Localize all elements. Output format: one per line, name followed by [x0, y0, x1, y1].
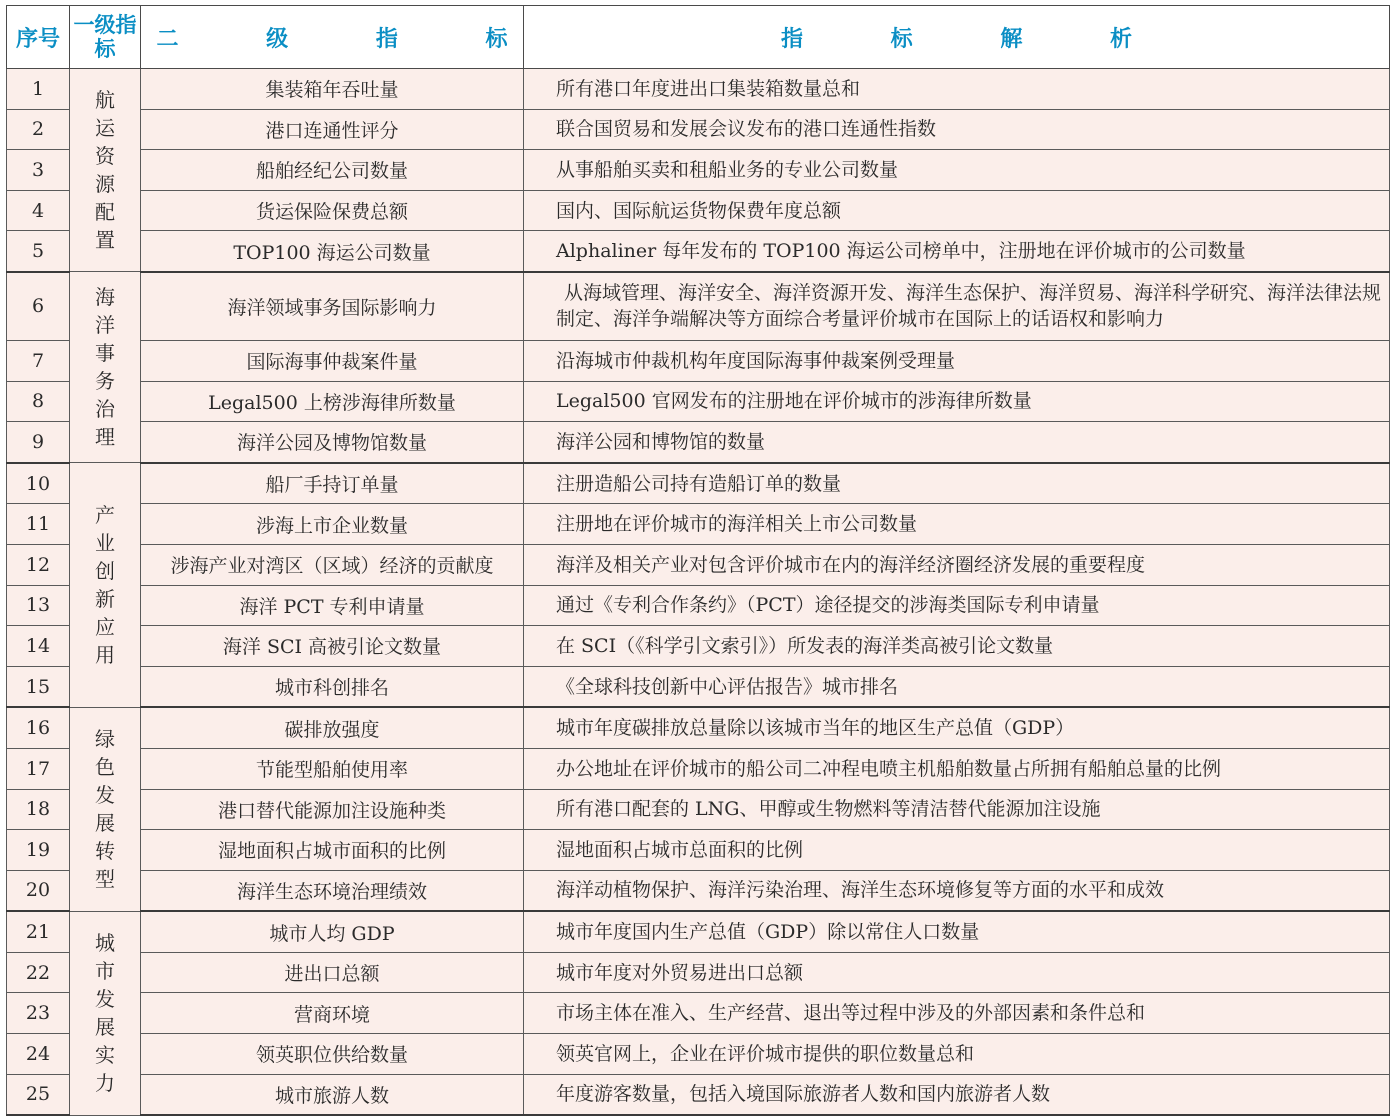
- analysis-cell: 在 SCI（《科学引文索引》）所发表的海洋类高被引论文数量: [524, 626, 1390, 667]
- table-row: [7, 340, 1390, 381]
- seq-cell: 14: [7, 626, 70, 667]
- table-row: [7, 911, 1390, 952]
- indicator-cell: 海洋 SCI 高被引论文数量: [141, 626, 524, 667]
- seq-cell: 2: [7, 109, 70, 150]
- table-row: [7, 666, 1390, 707]
- seq-cell: 8: [7, 381, 70, 422]
- indicator-table: [6, 5, 1390, 1116]
- table-row: [7, 109, 1390, 150]
- seq-cell: 21: [7, 911, 70, 952]
- seq-cell: 5: [7, 231, 70, 272]
- seq-cell: 20: [7, 870, 70, 911]
- analysis-cell: 海洋及相关产业对包含评价城市在内的海洋经济圈经济发展的重要程度: [524, 544, 1390, 585]
- category-cell: 城市发展实力: [70, 911, 141, 1115]
- seq-cell: 9: [7, 422, 70, 463]
- category-cell: 绿色发展转型: [70, 707, 141, 911]
- analysis-cell: 海洋公园和博物馆的数量: [524, 422, 1390, 463]
- seq-cell: 7: [7, 340, 70, 381]
- seq-cell: 3: [7, 150, 70, 191]
- category-cell: 产业创新应用: [70, 463, 141, 708]
- seq-cell: 11: [7, 504, 70, 545]
- table-row: [7, 463, 1390, 504]
- analysis-cell: Alphaliner 每年发布的 TOP100 海运公司榜单中，注册地在评价城市的公司数量: [524, 231, 1390, 272]
- indicator-cell: 海洋生态环境治理绩效: [141, 870, 524, 911]
- analysis-cell: 联合国贸易和发展会议发布的港口连通性指数: [524, 109, 1390, 150]
- indicator-cell: Legal500 上榜涉海律所数量: [141, 381, 524, 422]
- analysis-cell: 所有港口年度进出口集装箱数量总和: [524, 69, 1390, 110]
- header-analysis: 指 标 解 析: [524, 6, 1390, 69]
- indicator-cell: 海洋领域事务国际影响力: [141, 272, 524, 341]
- indicator-cell: 城市科创排名: [141, 666, 524, 707]
- analysis-cell: 从海域管理、海洋安全、海洋资源开发、海洋生态保护、海洋贸易、海洋科学研究、海洋法律法规制定、海洋争端解决等方面综合考量评价城市在国际上的话语权和影响力: [524, 272, 1390, 341]
- seq-cell: 1: [7, 69, 70, 110]
- indicator-cell: 节能型船舶使用率: [141, 748, 524, 789]
- table-row: [7, 585, 1390, 626]
- analysis-cell: 湿地面积占城市总面积的比例: [524, 830, 1390, 871]
- indicator-cell: 湿地面积占城市面积的比例: [141, 830, 524, 871]
- table-row: [7, 748, 1390, 789]
- analysis-cell: 城市年度对外贸易进出口总额: [524, 952, 1390, 993]
- seq-cell: 23: [7, 993, 70, 1034]
- table-row: [7, 993, 1390, 1034]
- table-row: [7, 504, 1390, 545]
- table-row: [7, 69, 1390, 110]
- seq-cell: 10: [7, 463, 70, 504]
- category-cell: 航运资源配置: [70, 69, 141, 272]
- indicator-cell: 涉海上市企业数量: [141, 504, 524, 545]
- analysis-cell: 海洋动植物保护、海洋污染治理、海洋生态环境修复等方面的水平和成效: [524, 870, 1390, 911]
- table-row: [7, 544, 1390, 585]
- indicator-cell: 货运保险保费总额: [141, 190, 524, 231]
- indicator-cell: 涉海产业对湾区（区域）经济的贡献度: [141, 544, 524, 585]
- indicator-cell: 港口替代能源加注设施种类: [141, 789, 524, 830]
- analysis-cell: 《全球科技创新中心评估报告》城市排名: [524, 666, 1390, 707]
- seq-cell: 15: [7, 666, 70, 707]
- indicator-cell: 城市旅游人数: [141, 1074, 524, 1115]
- seq-cell: 16: [7, 707, 70, 748]
- indicator-cell: 船舶经纪公司数量: [141, 150, 524, 191]
- table-row: [7, 707, 1390, 748]
- table-row: [7, 422, 1390, 463]
- indicator-cell: 海洋 PCT 专利申请量: [141, 585, 524, 626]
- analysis-cell: 办公地址在评价城市的船公司二冲程电喷主机船舶数量占所拥有船舶总量的比例: [524, 748, 1390, 789]
- indicator-cell: 城市人均 GDP: [141, 911, 524, 952]
- analysis-cell: 市场主体在准入、生产经营、退出等过程中涉及的外部因素和条件总和: [524, 993, 1390, 1034]
- seq-cell: 4: [7, 190, 70, 231]
- analysis-cell: Legal500 官网发布的注册地在评价城市的涉海律所数量: [524, 381, 1390, 422]
- analysis-cell: 注册地在评价城市的海洋相关上市公司数量: [524, 504, 1390, 545]
- table-row: [7, 190, 1390, 231]
- seq-cell: 24: [7, 1034, 70, 1075]
- table-row: [7, 150, 1390, 191]
- table-row: [7, 830, 1390, 871]
- table-row: [7, 231, 1390, 272]
- indicator-cell: 领英职位供给数量: [141, 1034, 524, 1075]
- seq-cell: 25: [7, 1074, 70, 1115]
- table-row: [7, 1034, 1390, 1075]
- indicator-cell: 港口连通性评分: [141, 109, 524, 150]
- indicator-cell: 船厂手持订单量: [141, 463, 524, 504]
- indicator-cell: TOP100 海运公司数量: [141, 231, 524, 272]
- table-row: [7, 870, 1390, 911]
- category-cell: 海洋事务治理: [70, 272, 141, 463]
- table-row: [7, 1074, 1390, 1115]
- seq-cell: 12: [7, 544, 70, 585]
- table-row: [7, 626, 1390, 667]
- analysis-cell: 沿海城市仲裁机构年度国际海事仲裁案例受理量: [524, 340, 1390, 381]
- analysis-cell: 领英官网上，企业在评价城市提供的职位数量总和: [524, 1034, 1390, 1075]
- analysis-cell: 通过《专利合作条约》（PCT）途径提交的涉海类国际专利申请量: [524, 585, 1390, 626]
- analysis-cell: 从事船舶买卖和租船业务的专业公司数量: [524, 150, 1390, 191]
- analysis-cell: 城市年度国内生产总值（GDP）除以常住人口数量: [524, 911, 1390, 952]
- analysis-cell: 所有港口配套的 LNG、甲醇或生物燃料等清洁替代能源加注设施: [524, 789, 1390, 830]
- indicator-cell: 碳排放强度: [141, 707, 524, 748]
- seq-cell: 22: [7, 952, 70, 993]
- indicator-cell: 进出口总额: [141, 952, 524, 993]
- indicator-cell: 营商环境: [141, 993, 524, 1034]
- header-seq: 序号: [7, 6, 70, 69]
- table-header-row: [7, 6, 1390, 69]
- indicator-cell: 集装箱年吞吐量: [141, 69, 524, 110]
- seq-cell: 13: [7, 585, 70, 626]
- seq-cell: 17: [7, 748, 70, 789]
- analysis-cell: 城市年度碳排放总量除以该城市当年的地区生产总值（GDP）: [524, 707, 1390, 748]
- analysis-cell: 注册造船公司持有造船订单的数量: [524, 463, 1390, 504]
- analysis-cell: 国内、国际航运货物保费年度总额: [524, 190, 1390, 231]
- table-row: [7, 789, 1390, 830]
- table-row: [7, 272, 1390, 341]
- analysis-cell: 年度游客数量，包括入境国际旅游者人数和国内旅游者人数: [524, 1074, 1390, 1115]
- table-row: [7, 381, 1390, 422]
- indicator-cell: 海洋公园及博物馆数量: [141, 422, 524, 463]
- header-level2: 二 级 指 标: [141, 6, 524, 69]
- seq-cell: 6: [7, 272, 70, 341]
- table-body: [7, 69, 1390, 1116]
- seq-cell: 19: [7, 830, 70, 871]
- table-row: [7, 952, 1390, 993]
- indicator-cell: 国际海事仲裁案件量: [141, 340, 524, 381]
- seq-cell: 18: [7, 789, 70, 830]
- header-level1: 一级指标: [70, 6, 141, 69]
